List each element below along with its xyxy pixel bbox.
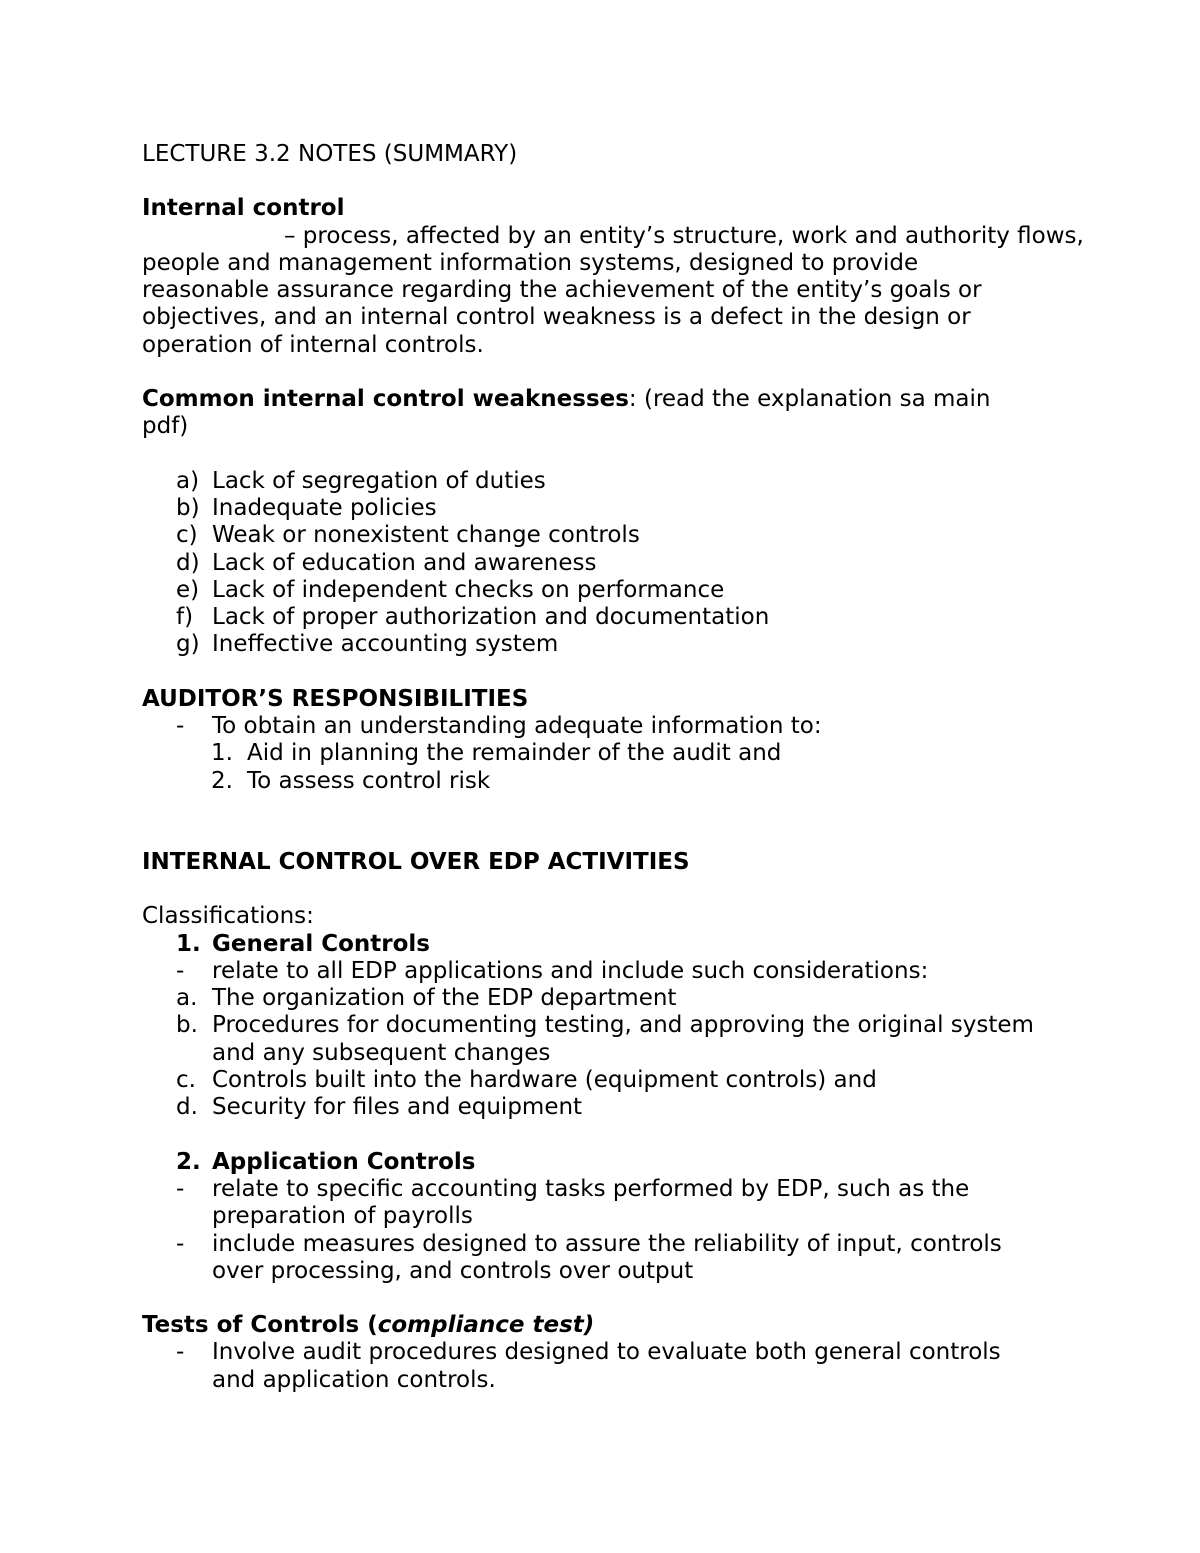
list-marker: g) xyxy=(176,631,200,658)
bullet-marker: - xyxy=(176,1230,185,1257)
list-marker: c) xyxy=(176,522,198,549)
bullet-marker: - xyxy=(176,1339,185,1366)
list-item xyxy=(142,1094,1082,1121)
bullet-marker: - xyxy=(176,1175,185,1202)
list-item-text: Lack of proper authorization and documentation xyxy=(212,604,770,631)
bullet-item xyxy=(142,713,1082,740)
bullet-text: include measures designed to assure the reliability of input, controls xyxy=(212,1230,1002,1257)
list-item-text: Lack of segregation of duties xyxy=(212,467,546,494)
definition-line: objectives, and an internal control weakness is a defect in the design or xyxy=(142,304,971,331)
list-item-text: Inadequate policies xyxy=(212,494,437,521)
bullet-text: Involve audit procedures designed to evaluate both general controls xyxy=(212,1339,1001,1366)
list-marker: b. xyxy=(176,1012,198,1039)
section-title: General Controls xyxy=(212,930,430,957)
tests-heading-text: Tests of Controls ( xyxy=(142,1312,378,1339)
tests-heading-italic: compliance test) xyxy=(377,1312,595,1339)
weaknesses-heading-note-cont: pdf) xyxy=(142,413,189,440)
sub-list-item xyxy=(142,740,1082,767)
bullet-continuation: over processing, and controls over output xyxy=(212,1257,694,1284)
bullet-marker: - xyxy=(176,957,185,984)
sub-list-marker: 2. xyxy=(211,767,233,794)
internal-control-heading: Internal control xyxy=(142,195,345,222)
document-body xyxy=(142,141,1082,1394)
weaknesses-heading xyxy=(142,386,1082,413)
list-item xyxy=(142,604,1082,631)
list-item xyxy=(142,1012,1082,1039)
list-item-text: The organization of the EDP department xyxy=(212,985,677,1012)
sub-list-text: Aid in planning the remainder of the audit and xyxy=(247,740,782,767)
list-marker: e) xyxy=(176,576,200,603)
list-marker: a. xyxy=(176,985,198,1012)
list-item-text: Ineffective accounting system xyxy=(212,631,559,658)
list-item-continuation: and any subsequent changes xyxy=(212,1039,551,1066)
sub-list-text: To assess control risk xyxy=(247,767,491,794)
bullet-text: relate to all EDP applications and include such considerations: xyxy=(212,957,929,984)
section-number: 1. xyxy=(176,930,201,957)
list-item-text: Controls built into the hardware (equipment controls) and xyxy=(212,1067,877,1094)
definition-line: reasonable assurance regarding the achievement of the entity’s goals or xyxy=(142,277,982,304)
list-item-text: Procedures for documenting testing, and approving the original system xyxy=(212,1012,1034,1039)
edp-heading: INTERNAL CONTROL OVER EDP ACTIVITIES xyxy=(142,848,690,875)
bullet-text: relate to specific accounting tasks performed by EDP, such as the xyxy=(212,1175,970,1202)
bullet-continuation: and application controls. xyxy=(212,1366,496,1393)
sub-list-item xyxy=(142,768,1082,795)
list-item xyxy=(142,985,1082,1012)
bullet-marker: - xyxy=(176,713,185,740)
section-title: Application Controls xyxy=(212,1148,476,1175)
definition-line: operation of internal controls. xyxy=(142,331,484,358)
list-item xyxy=(142,577,1082,604)
list-marker: d) xyxy=(176,549,200,576)
list-marker: c. xyxy=(176,1067,196,1094)
list-marker: f) xyxy=(176,604,194,631)
bullet-item xyxy=(142,958,1082,985)
definition-line: – process, affected by an entity’s structure, work and authority flows, xyxy=(284,222,1084,249)
definition-line: people and management information systems, designed to provide xyxy=(142,249,919,276)
document-title: LECTURE 3.2 NOTES (SUMMARY) xyxy=(142,141,518,167)
list-item-text: Lack of independent checks on performance xyxy=(212,576,725,603)
weaknesses-heading-bold: Common internal control weaknesses xyxy=(142,386,629,413)
classifications-label: Classifications: xyxy=(142,903,314,930)
list-item xyxy=(142,468,1082,495)
list-item-text: Lack of education and awareness xyxy=(212,549,597,576)
application-controls-heading xyxy=(142,1149,1082,1176)
list-item xyxy=(142,1067,1082,1094)
list-item-text: Security for files and equipment xyxy=(212,1094,583,1121)
tests-heading xyxy=(142,1312,1082,1339)
bullet-item xyxy=(142,1176,1082,1203)
list-item-text: Weak or nonexistent change controls xyxy=(212,522,640,549)
general-controls-heading xyxy=(142,931,1082,958)
bullet-item xyxy=(142,1339,1082,1366)
bullet-item xyxy=(142,1231,1082,1258)
section-number: 2. xyxy=(176,1148,201,1175)
list-marker: d. xyxy=(176,1094,198,1121)
list-item xyxy=(142,522,1082,549)
list-item xyxy=(142,550,1082,577)
weaknesses-heading-note: : (read the explanation sa main xyxy=(628,386,991,413)
sub-list-marker: 1. xyxy=(211,740,233,767)
list-item xyxy=(142,495,1082,522)
list-item xyxy=(142,631,1082,658)
bullet-text: To obtain an understanding adequate information to: xyxy=(212,713,822,740)
list-marker: b) xyxy=(176,494,200,521)
list-marker: a) xyxy=(176,467,200,494)
bullet-continuation: preparation of payrolls xyxy=(212,1203,473,1230)
auditor-heading: AUDITOR’S RESPONSIBILITIES xyxy=(142,685,529,712)
